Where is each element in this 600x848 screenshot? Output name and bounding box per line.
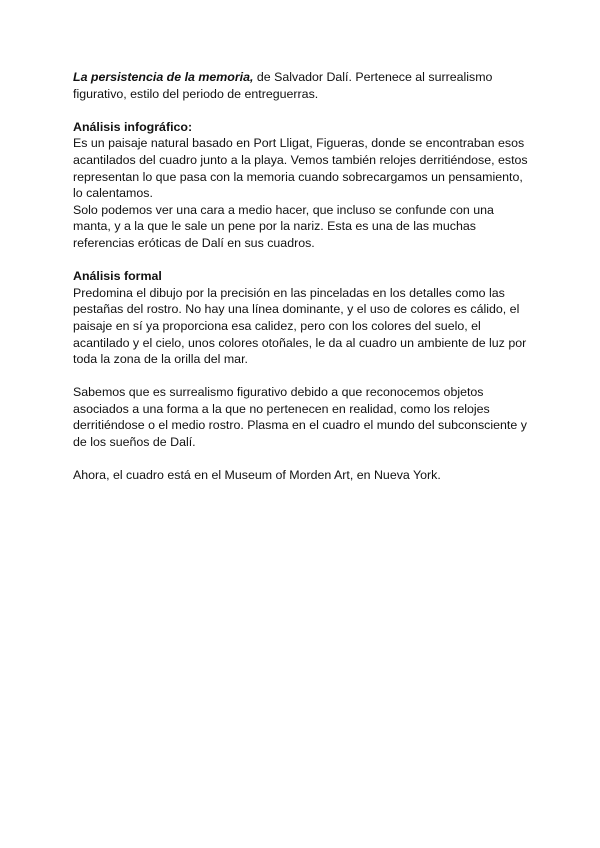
intro-paragraph [73,69,533,102]
infografico-paragraph-2: Solo podemos ver una cara a medio hacer, que incluso se confunde con una manta, y a la que le sale un pene por la nariz. Esta es una de las muchas referencias eróticas de Dalí en sus cuadros. [73,202,494,250]
paragraph-spacer [73,252,533,269]
infografico-paragraph-1: Es un paisaje natural basado en Port Lligat, Figueras, donde se encontraban esos acantilados del cuadro junto a la playa. Vemos también relojes derritiéndose, estos representan lo que pasa con la memoria cuando sobrecargamos un pensamiento, lo calentamos. [73,136,528,201]
document-body [73,69,533,484]
artwork-title: La persistencia de la memoria, [73,70,254,84]
ubicacion-paragraph: Ahora, el cuadro está en el Museum of Morden Art, en Nueva York. [73,468,441,483]
heading-analisis-infografico: Análisis infográfico: [73,119,193,134]
paragraph-spacer [73,102,533,119]
formal-paragraph-1: Predomina el dibujo por la precisión en las pinceladas en los detalles como las pestañas del rostro. No hay una línea dominante, y el uso de colores es cálido, el paisaje en sí ya proporciona esa calidez, pero con los colores del suelo, el acantilado y el cielo, unos colores otoñales, le da al cuadro un ambiente de luz por toda la zona de la orilla del mar. [73,285,527,367]
paragraph-spacer [73,451,533,468]
paragraph-spacer [73,368,533,385]
intro-text: de Salvador Dalí. Pertenece al surrealismo figurativo, estilo del periodo de entreguerras. [73,70,493,101]
surrealismo-paragraph: Sabemos que es surrealismo figurativo debido a que reconocemos objetos asociados a una forma a la que no pertenecen en realidad, como los relojes derritiéndose o el medio rostro. Plasma en el cuadro el mundo del subconsciente y de los sueños de Dalí. [73,385,527,450]
heading-analisis-formal: Análisis formal [73,269,162,284]
